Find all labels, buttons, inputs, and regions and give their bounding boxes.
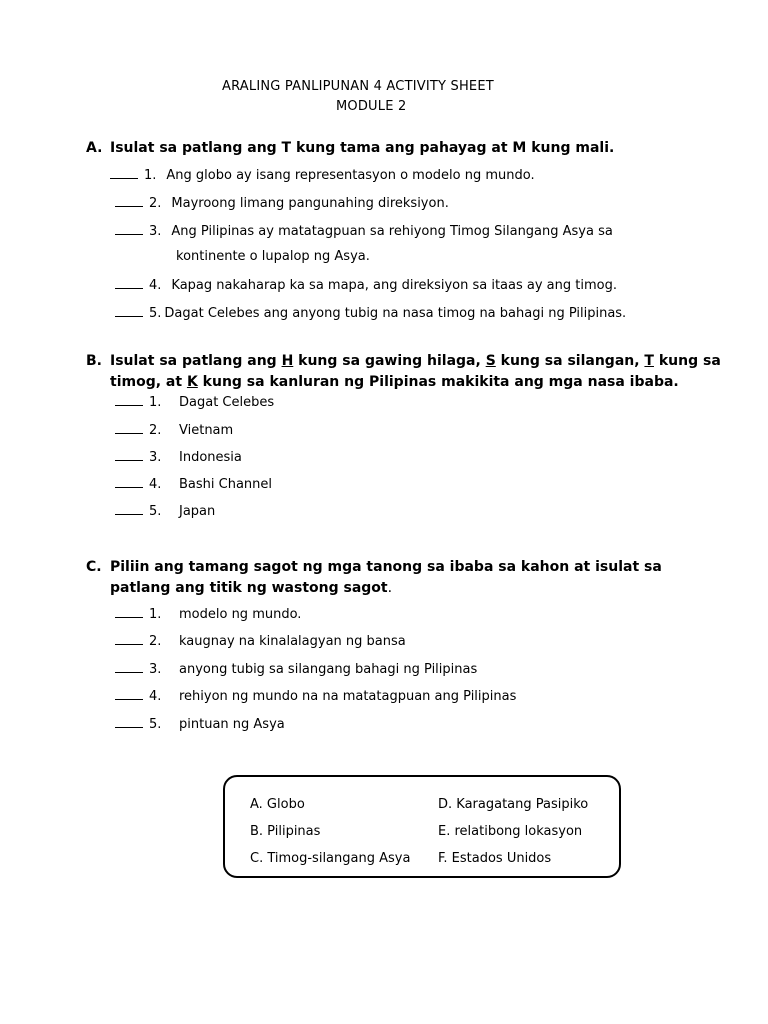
answer-blank[interactable]: [115, 502, 143, 515]
choice-d: D. Karagatang Pasipiko: [438, 797, 589, 812]
section-b-instruction-line1: [110, 351, 721, 372]
item-number: 1.: [144, 168, 157, 183]
instruction-text: kung sa: [653, 353, 721, 369]
answer-blank[interactable]: [115, 448, 143, 461]
item-number: 1.: [149, 395, 162, 410]
item-number: 3.: [149, 450, 162, 465]
instruction-key-t: T: [644, 353, 654, 369]
item-text: Ang Pilipinas ay matatagpuan sa rehiyong Timog Silangang Asya sa: [171, 224, 613, 239]
section-c-instruction-line1: Piliin ang tamang sagot ng mga tanong sa ibaba sa kahon at isulat sa: [110, 559, 662, 575]
section-b-item-1: [115, 393, 274, 410]
section-b-letter: B.: [86, 353, 102, 369]
item-number: 5.: [149, 306, 162, 321]
item-text: Vietnam: [179, 423, 234, 438]
section-a-item-1: [110, 166, 535, 183]
answer-blank[interactable]: [115, 421, 143, 434]
answer-blank[interactable]: [115, 304, 143, 317]
item-number: 2.: [149, 196, 162, 211]
answer-blank[interactable]: [115, 605, 143, 618]
answer-blank[interactable]: [115, 475, 143, 488]
section-b-instruction-line2: [110, 372, 679, 393]
answer-blank[interactable]: [115, 715, 143, 728]
instruction-text: Isulat sa patlang ang: [110, 353, 282, 369]
answer-blank[interactable]: [115, 194, 143, 207]
item-number: 3.: [149, 224, 162, 239]
item-text: Kapag nakaharap ka sa mapa, ang direksiyon sa itaas ay ang timog.: [171, 278, 617, 293]
instruction-end: .: [387, 580, 393, 596]
item-number: 3.: [149, 662, 162, 677]
item-number: 1.: [149, 607, 162, 622]
instruction-key-h: H: [281, 353, 294, 369]
page-title: ARALING PANLIPUNAN 4 ACTIVITY SHEET: [222, 79, 494, 94]
choice-b: B. Pilipinas: [250, 824, 321, 839]
item-number: 5.: [149, 504, 162, 519]
item-text: Dagat Celebes ang anyong tubig na nasa timog na bahagi ng Pilipinas.: [164, 306, 627, 321]
item-text: Mayroong limang pangunahing direksiyon.: [171, 196, 449, 211]
choice-f: F. Estados Unidos: [438, 851, 552, 866]
item-number: 2.: [149, 423, 162, 438]
answer-blank[interactable]: [115, 632, 143, 645]
section-c-item-4: [115, 687, 516, 704]
instruction-key-k: K: [186, 374, 198, 390]
section-c-item-1: [115, 605, 301, 622]
module-label: MODULE 2: [336, 99, 407, 114]
item-number: 4.: [149, 278, 162, 293]
answer-blank[interactable]: [115, 660, 143, 673]
section-a-instruction: Isulat sa patlang ang T kung tama ang pahayag at M kung mali.: [110, 140, 615, 156]
item-number: 5.: [149, 717, 162, 732]
choice-c: C. Timog-silangang Asya: [250, 851, 411, 866]
instruction-text: kung sa gawing hilaga,: [293, 353, 486, 369]
item-text: rehiyon ng mundo na na matatagpuan ang Pilipinas: [179, 689, 517, 704]
section-a-item-2: [115, 194, 449, 211]
item-number: 4.: [149, 477, 162, 492]
instruction-key-s: S: [485, 353, 496, 369]
section-c-item-5: [115, 715, 285, 732]
choice-e: E. relatibong lokasyon: [438, 824, 583, 839]
item-number: 2.: [149, 634, 162, 649]
choice-a: A. Globo: [250, 797, 305, 812]
section-a-item-4: [115, 276, 617, 293]
item-number: 4.: [149, 689, 162, 704]
section-a-item-5: [115, 304, 626, 321]
item-text: Dagat Celebes: [179, 395, 275, 410]
instruction-text: kung sa silangan,: [495, 353, 645, 369]
section-b-item-2: [115, 421, 233, 438]
section-b-item-5: [115, 502, 215, 519]
section-c-item-3: [115, 660, 477, 677]
section-a-letter: A.: [86, 140, 103, 156]
item-text: Bashi Channel: [179, 477, 273, 492]
section-a-item-3: [115, 222, 613, 239]
section-b-item-4: [115, 475, 272, 492]
item-text: modelo ng mundo.: [179, 607, 302, 622]
item-text: Japan: [179, 504, 216, 519]
item-text: pintuan ng Asya: [179, 717, 285, 732]
item-text: kontinente o lupalop ng Asya.: [176, 249, 370, 264]
answer-blank[interactable]: [115, 222, 143, 235]
section-c-letter: C.: [86, 559, 102, 575]
item-text: kaugnay na kinalalagyan ng bansa: [179, 634, 406, 649]
answer-blank[interactable]: [115, 687, 143, 700]
section-c-item-2: [115, 632, 406, 649]
section-a-item-3-continued: [176, 249, 370, 264]
answer-blank[interactable]: [115, 276, 143, 289]
answer-blank[interactable]: [115, 393, 143, 406]
section-c-instruction-line2: [110, 578, 392, 599]
instruction-text: timog, at: [110, 374, 187, 390]
item-text: Indonesia: [179, 450, 242, 465]
section-b-item-3: [115, 448, 242, 465]
instruction-text: patlang ang titik ng wastong sagot: [110, 580, 388, 596]
instruction-text: kung sa kanluran ng Pilipinas makikita ang mga nasa ibaba.: [197, 374, 679, 390]
item-text: anyong tubig sa silangang bahagi ng Pilipinas: [179, 662, 478, 677]
answer-blank[interactable]: [110, 166, 138, 179]
item-text: Ang globo ay isang representasyon o modelo ng mundo.: [166, 168, 535, 183]
